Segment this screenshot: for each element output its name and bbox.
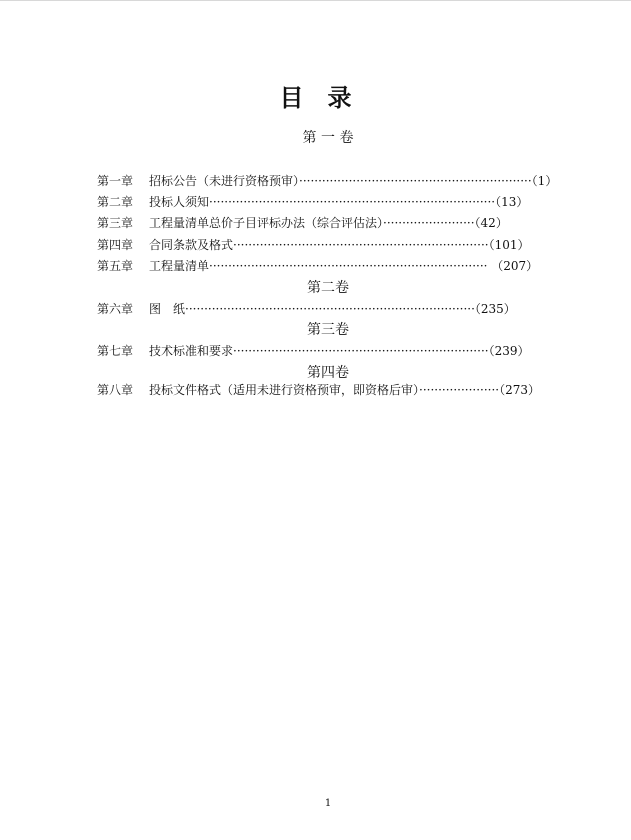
toc-entry-3[interactable] — [97, 216, 508, 230]
toc-entry-text: 工程量清单········································································· （207） — [149, 259, 539, 273]
page-number: 1 — [324, 798, 332, 809]
page-top-edge — [0, 0, 631, 1]
toc-entry-text: 图 纸············································································（235） — [149, 302, 516, 316]
toc-chapter-label: 第七章 — [97, 344, 134, 358]
volume-heading-4: 第四卷 — [307, 365, 349, 381]
toc-entry-8[interactable] — [97, 383, 540, 397]
volume-heading-2: 第二卷 — [307, 280, 349, 296]
toc-entry-text: 投标文件格式（适用未进行资格预审，即资格后审）·····················（273） — [149, 383, 541, 397]
toc-entry-text: 技术标准和要求···································································（239） — [149, 344, 530, 358]
toc-entry-text: 投标人须知···········································································（13） — [149, 195, 529, 209]
toc-chapter-label: 第六章 — [97, 302, 134, 316]
toc-entry-2[interactable] — [97, 195, 528, 209]
toc-chapter-label: 第一章 — [97, 174, 134, 188]
volume-heading-1: 第 一 卷 — [302, 130, 354, 146]
toc-entry-text: 工程量清单总价子目评标办法（综合评估法）························（42） — [149, 216, 508, 230]
toc-entry-text: 合同条款及格式···································································（101） — [149, 238, 530, 252]
toc-entry-5[interactable] — [97, 259, 538, 273]
toc-entry-4[interactable] — [97, 238, 529, 252]
toc-chapter-label: 第五章 — [97, 259, 134, 273]
volume-heading-3: 第三卷 — [307, 322, 349, 338]
toc-entry-text: 招标公告（未进行资格预审）·····························································（1） — [149, 174, 558, 188]
toc-entry-6[interactable] — [97, 302, 516, 316]
toc-chapter-label: 第八章 — [97, 383, 134, 397]
toc-entry-1[interactable] — [97, 174, 557, 188]
page-title: 目 录 — [279, 84, 352, 112]
toc-chapter-label: 第二章 — [97, 195, 134, 209]
toc-chapter-label: 第四章 — [97, 238, 134, 252]
toc-entry-7[interactable] — [97, 344, 529, 358]
toc-chapter-label: 第三章 — [97, 216, 134, 230]
